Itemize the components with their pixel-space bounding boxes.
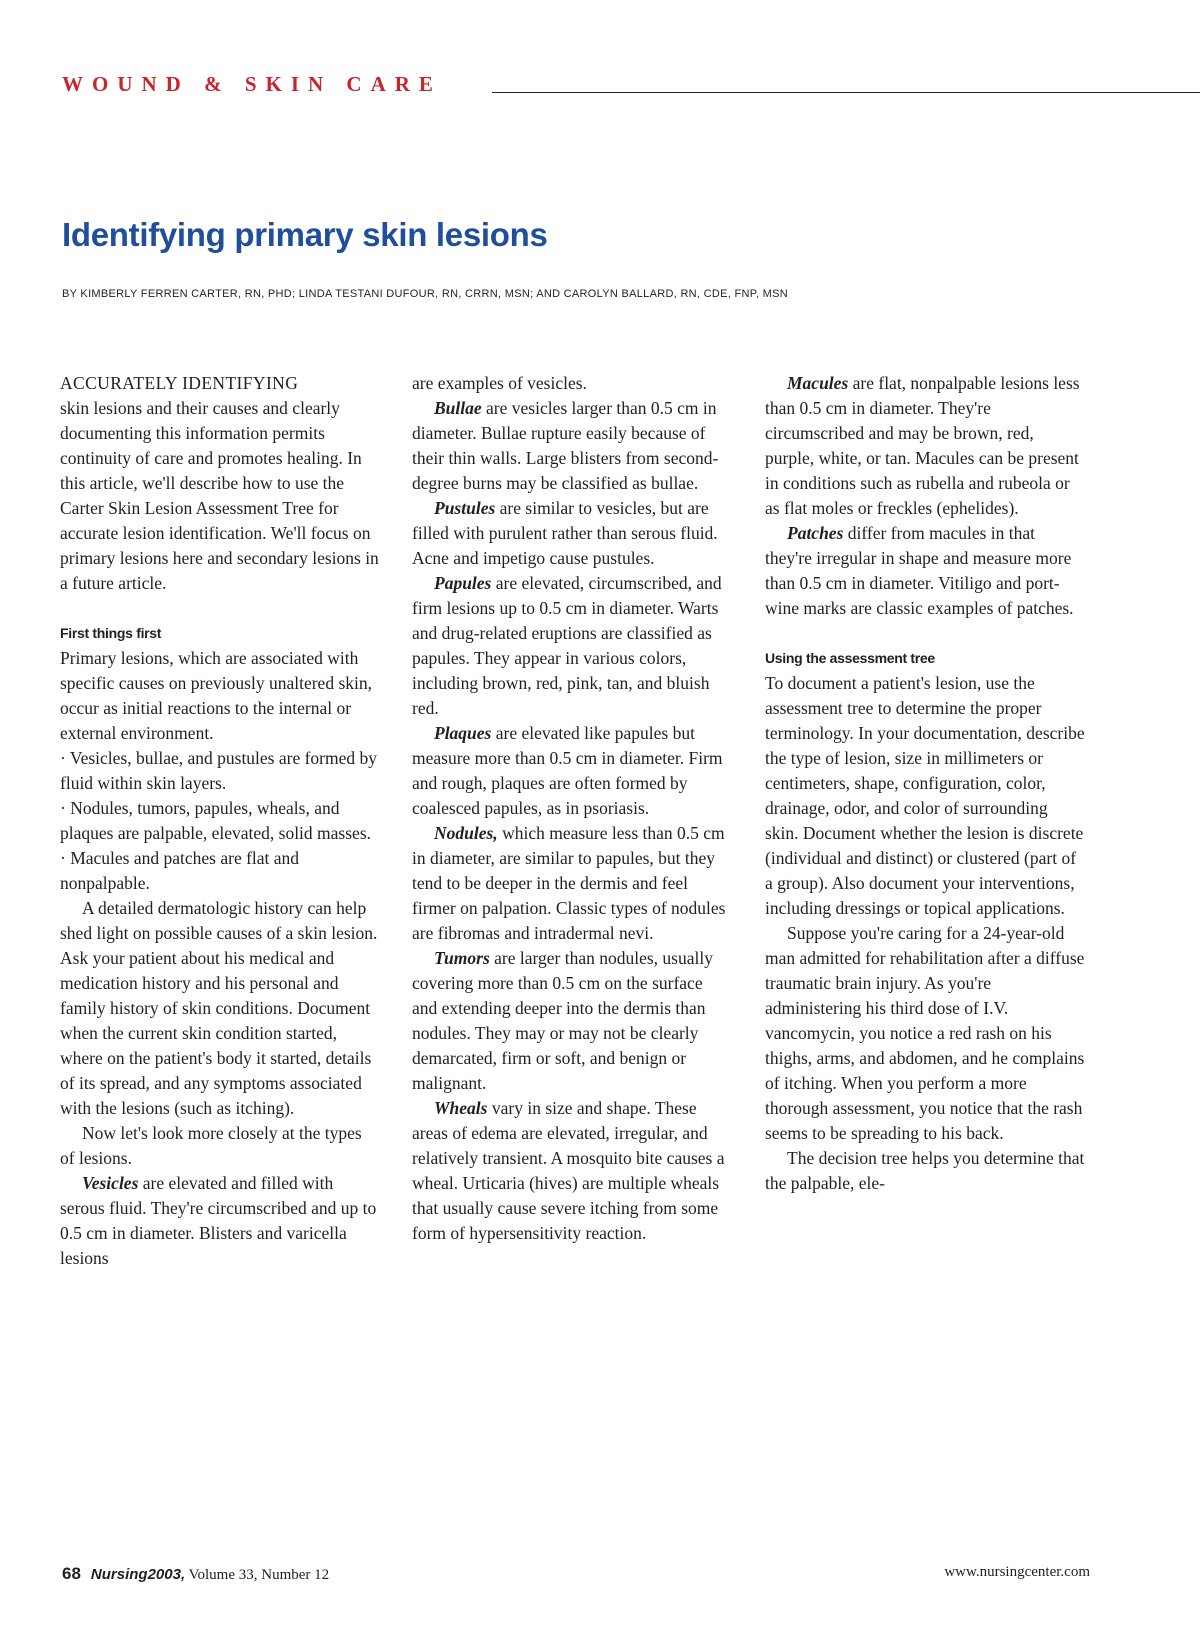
wheals-paragraph bbox=[412, 1096, 732, 1246]
pustules-text: are similar to vesicles, but are filled with purulent rather than serous fluid. Acne and impetigo cause pustules. bbox=[412, 498, 718, 568]
tumors-paragraph bbox=[412, 946, 732, 1096]
document-lesion-paragraph: To document a patient's lesion, use the assessment tree to determine the proper terminology. In your documentation, describe the type of lesion, size in millimeters or centimeters, shape, configuration, color, drainage, odor, and color of surrounding skin. Document whether the lesion is discrete (individual and distinct) or clustered (part of a group). Also document your interventions, including dressings or topical applications. bbox=[765, 673, 1085, 918]
journal-name: Nursing2003, bbox=[90, 1566, 186, 1583]
intro-paragraph bbox=[60, 371, 380, 596]
bullet-item: · Vesicles, bullae, and pustules are formed by fluid within skin layers. bbox=[60, 748, 378, 793]
term-pustules: Pustules bbox=[434, 498, 496, 518]
bullet-item: · Nodules, tumors, papules, wheals, and plaques are palpable, elevated, solid masses. bbox=[60, 798, 372, 843]
column-3 bbox=[765, 371, 1085, 1196]
subhead-first-things-first: First things first bbox=[60, 625, 162, 641]
bullet-item: · Macules and patches are flat and nonpalpable. bbox=[60, 848, 300, 893]
plaques-paragraph bbox=[412, 721, 732, 821]
macules-paragraph bbox=[765, 371, 1085, 521]
term-macules: Macules bbox=[787, 373, 849, 393]
tumors-text: are larger than nodules, usually covering more than 0.5 cm on the surface and extending deeper into the dermis than nodules. They may or may not be clearly demarcated, firm or soft, and benign or malignant. bbox=[412, 948, 713, 1093]
footer-url: www.nursingcenter.com bbox=[944, 1564, 1090, 1580]
issue-info: Volume 33, Number 12 bbox=[185, 1567, 330, 1583]
footer-citation bbox=[62, 1564, 329, 1584]
papules-paragraph bbox=[412, 571, 732, 721]
vesicles-paragraph bbox=[60, 1171, 380, 1271]
history-paragraph: A detailed dermatologic history can help shed light on possible causes of a skin lesion. Ask your patient about his medical and medication history and his personal and family history of skin conditions. Document when the current skin condition started, where on the patient's body it started, details of its spread, and any symptoms associated with the lesions (such as itching). bbox=[60, 898, 378, 1118]
macules-text: are flat, nonpalpable lesions less than 0.5 cm in diameter. They're circumscribed and may be brown, red, purple, white, or tan. Macules can be present in conditions such as rubella and rubeola or as flat moles or freckles (ephelides). bbox=[765, 373, 1080, 518]
nodules-paragraph bbox=[412, 821, 732, 946]
pustules-paragraph bbox=[412, 496, 732, 571]
plaques-text: are elevated like papules but measure more than 0.5 cm in diameter. Firm and rough, plaques are often formed by coalesced papules, as in psoriasis. bbox=[412, 723, 723, 818]
column-1 bbox=[60, 371, 380, 1271]
primary-lesions-paragraph: Primary lesions, which are associated with specific causes on previously unaltered skin, occur as initial reactions to the internal or external environment. bbox=[60, 648, 372, 743]
term-nodules: Nodules, bbox=[434, 823, 498, 843]
bullae-paragraph bbox=[412, 396, 732, 496]
subhead-assessment-tree: Using the assessment tree bbox=[765, 650, 935, 666]
types-paragraph: Now let's look more closely at the types of lesions. bbox=[60, 1123, 362, 1168]
case-paragraph: Suppose you're caring for a 24-year-old man admitted for rehabilitation after a diffuse traumatic brain injury. As you're administering his third dose of I.V. vancomycin, you notice a red rash on his thighs, arms, and abdomen, and he complains of itching. When you perform a more thorough assessment, you notice that the rash seems to be spreading to his back. bbox=[765, 923, 1085, 1143]
decision-tree-paragraph: The decision tree helps you determine that the palpable, ele- bbox=[765, 1148, 1085, 1193]
article-title: Identifying primary skin lesions bbox=[62, 216, 548, 253]
lead-caps: ACCURATELY IDENTIFYING bbox=[60, 373, 299, 393]
nodules-text: which measure less than 0.5 cm in diameter, are similar to papules, but they tend to be deeper in the dermis and feel firmer on palpation. Classic types of nodules are fibromas and intradermal nevi. bbox=[412, 823, 726, 943]
section-rule bbox=[492, 92, 1200, 93]
term-papules: Papules bbox=[434, 573, 492, 593]
term-wheals: Wheals bbox=[434, 1098, 488, 1118]
patches-paragraph bbox=[765, 521, 1085, 621]
intro-text: skin lesions and their causes and clearly documenting this information permits continuity of care and promotes healing. In this article, we'll describe how to use the Carter Skin Lesion Assessment Tree for accurate lesion identification. We'll focus on primary lesions here and secondary lesions in a future article. bbox=[60, 398, 379, 593]
page-number: 68 bbox=[62, 1564, 81, 1583]
papules-text: are elevated, circumscribed, and firm lesions up to 0.5 cm in diameter. Warts and drug-related eruptions are classified as papules. They appear in various colors, including brown, red, pink, tan, and bluish red. bbox=[412, 573, 722, 718]
vesicles-text: are elevated and filled with serous fluid. They're circumscribed and up to 0.5 cm in diameter. Blisters and varicella lesions bbox=[60, 1173, 377, 1268]
bullae-text: are vesicles larger than 0.5 cm in diameter. Bullae rupture easily because of their thin walls. Large blisters from second-degree burns may be classified as bullae. bbox=[412, 398, 719, 493]
patches-text: differ from macules in that they're irregular in shape and measure more than 0.5 cm in diameter. Vitiligo and port-wine marks are classic examples of patches. bbox=[765, 523, 1074, 618]
term-bullae: Bullae bbox=[434, 398, 482, 418]
term-plaques: Plaques bbox=[434, 723, 492, 743]
wheals-text: vary in size and shape. These areas of edema are elevated, irregular, and relatively transient. A mosquito bite causes a wheal. Urticaria (hives) are multiple wheals that usually cause severe itching from some form of hypersensitivity reaction. bbox=[412, 1098, 725, 1243]
section-label: WOUND & SKIN CARE bbox=[62, 72, 442, 96]
term-vesicles: Vesicles bbox=[82, 1173, 139, 1193]
term-tumors: Tumors bbox=[434, 948, 490, 968]
column-2 bbox=[412, 371, 732, 1246]
vesicles-continuation: are examples of vesicles. bbox=[412, 373, 587, 393]
term-patches: Patches bbox=[787, 523, 844, 543]
byline: BY KIMBERLY FERREN CARTER, RN, PHD; LINDA TESTANI DUFOUR, RN, CRRN, MSN; AND CAROLYN BALLARD, RN, CDE, FNP, MSN bbox=[62, 288, 789, 300]
